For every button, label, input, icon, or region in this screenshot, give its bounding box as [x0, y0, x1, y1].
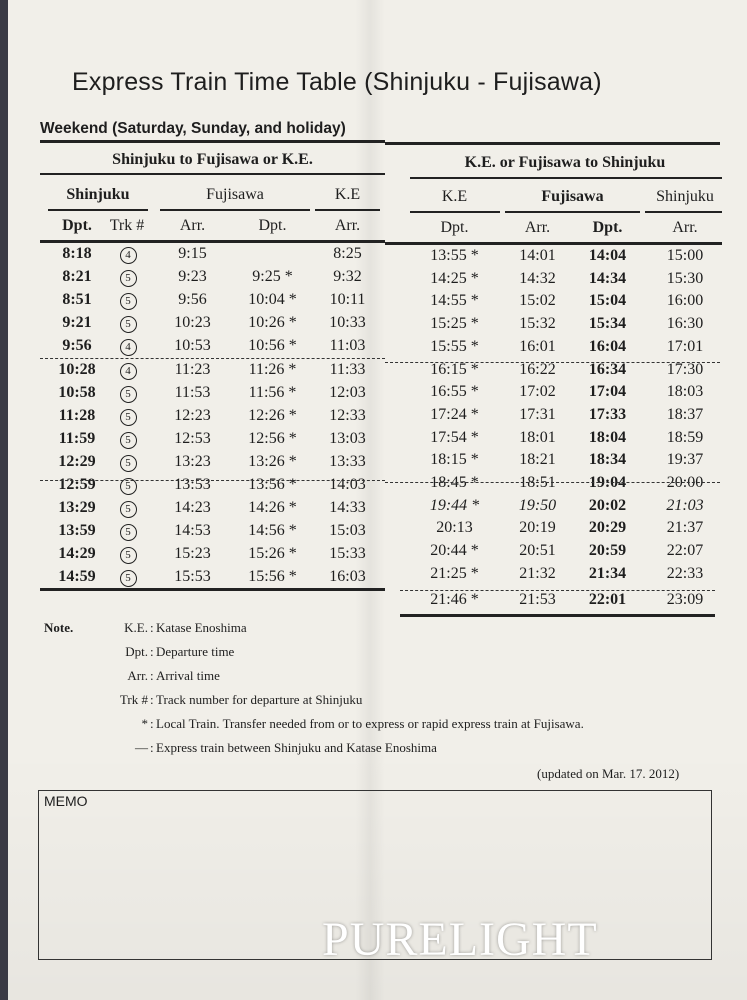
track-number-circle: 5 — [120, 524, 137, 541]
fujisawa-departure: 13:26 * — [248, 452, 297, 470]
ke-departure: 20:44 * — [430, 542, 479, 560]
track-number-circle: 4 — [120, 339, 137, 356]
note-key: * — [141, 716, 148, 731]
fujisawa-arrival: 14:01 — [519, 247, 556, 264]
track-number — [104, 337, 152, 356]
fujisawa-arrival: 21:53 — [519, 590, 556, 608]
fujisawa-arrival: 14:23 — [174, 499, 211, 517]
ke-departure: 13:55 * — [430, 247, 479, 264]
inbound-heading: K.E. or Fujisawa to Shinjuku — [464, 154, 666, 171]
track-number-circle: 4 — [120, 247, 137, 264]
column-header: Dpt. — [62, 217, 92, 234]
note-separator: : — [150, 740, 154, 755]
ke-departure: 14:25 * — [430, 269, 479, 287]
table-bottom-rule — [400, 614, 715, 617]
table-bottom-rule — [40, 588, 385, 591]
track-number — [104, 245, 152, 264]
note-key: Arr. — [127, 668, 148, 683]
shinjuku-departure: 14:29 — [58, 545, 96, 563]
track-number — [104, 522, 152, 541]
shinjuku-arrival: 17:01 — [666, 337, 704, 355]
ke-departure: 21:25 * — [430, 564, 479, 582]
fujisawa-departure: 15:26 * — [248, 545, 297, 563]
shinjuku-arrival: 18:37 — [666, 405, 704, 423]
shinjuku-departure: 10:28 — [58, 360, 96, 378]
fujisawa-departure: 20:29 — [588, 519, 627, 537]
fujisawa-arrival: 16:01 — [519, 337, 556, 355]
fujisawa-departure: 19:04 — [588, 474, 627, 491]
fujisawa-arrival: 9:56 — [178, 291, 207, 309]
track-number — [104, 407, 152, 426]
note-description: Express train between Shinjuku and Katase Enoshima — [156, 740, 437, 755]
group-separator — [385, 362, 720, 363]
station-fujisawa: Fujisawa — [206, 186, 264, 203]
note-separator: : — [150, 692, 154, 707]
track-number-circle: 5 — [120, 547, 137, 564]
track-number-circle: 5 — [120, 501, 137, 518]
fujisawa-departure: 14:34 — [588, 269, 627, 287]
direction-rule — [40, 173, 385, 175]
fujisawa-arrival: 18:51 — [519, 474, 556, 491]
ke-departure: 21:46 * — [430, 590, 479, 608]
fujisawa-departure: 16:04 — [588, 337, 627, 355]
fujisawa-departure: 9:25 * — [252, 268, 293, 286]
fujisawa-departure: 13:56 * — [248, 476, 297, 493]
ke-arrival: 12:03 — [329, 383, 366, 401]
station-rule — [315, 209, 380, 211]
shinjuku-arrival: 15:00 — [666, 247, 704, 264]
column-rule — [385, 242, 722, 245]
fujisawa-arrival: 16:22 — [519, 360, 556, 378]
fujisawa-arrival: 11:23 — [174, 360, 211, 378]
direction-rule — [410, 177, 722, 179]
shinjuku-departure: 14:59 — [58, 568, 96, 586]
track-number-circle: 5 — [120, 316, 137, 333]
column-header: Dpt. — [440, 219, 469, 236]
track-number — [104, 430, 152, 449]
station-ke: K.E — [334, 186, 361, 203]
fujisawa-arrival: 12:23 — [174, 406, 211, 424]
track-number — [104, 568, 152, 587]
fujisawa-arrival: 17:02 — [519, 383, 556, 401]
ke-departure: 17:24 * — [430, 405, 479, 423]
note-description: Arrival time — [156, 668, 220, 683]
fujisawa-arrival: 12:53 — [174, 429, 211, 447]
shinjuku-departure: 9:21 — [62, 314, 92, 332]
fujisawa-departure: 15:34 — [588, 315, 627, 333]
fujisawa-departure: 14:26 * — [248, 499, 297, 517]
ke-arrival: 14:03 — [329, 476, 366, 493]
column-header: Arr. — [334, 217, 361, 234]
station-shinjuku: Shinjuku — [66, 186, 130, 203]
schedule-subtitle: Weekend (Saturday, Sunday, and holiday) — [40, 120, 346, 137]
shinjuku-arrival: 18:03 — [666, 383, 704, 401]
shinjuku-arrival: 20:00 — [666, 474, 704, 491]
updated-date: (updated on Mar. 17. 2012) — [537, 766, 680, 781]
ke-departure: 20:13 — [436, 519, 473, 537]
track-number-circle: 4 — [120, 363, 137, 380]
note-description: Katase Enoshima — [156, 620, 247, 635]
ke-departure: 17:54 * — [430, 428, 479, 446]
note-key: Trk # — [119, 692, 148, 707]
column-header: Trk # — [109, 217, 145, 234]
station-fujisawa: Fujisawa — [541, 188, 604, 205]
page-title: Express Train Time Table (Shinjuku - Fujisawa) — [72, 68, 602, 96]
ke-departure: 14:55 * — [430, 292, 479, 310]
shinjuku-arrival: 17:30 — [666, 360, 704, 378]
note-separator: : — [150, 668, 154, 683]
fujisawa-arrival: 10:53 — [174, 337, 211, 355]
fujisawa-departure: 14:56 * — [248, 522, 297, 540]
fujisawa-departure: 17:04 — [588, 383, 627, 401]
memo-label: MEMO — [44, 793, 88, 809]
ke-departure: 18:45 * — [430, 474, 479, 491]
shinjuku-arrival: 21:03 — [666, 496, 704, 514]
ke-arrival: 10:11 — [329, 291, 366, 309]
shinjuku-departure: 8:51 — [62, 291, 92, 309]
group-separator — [385, 482, 720, 483]
fujisawa-arrival: 15:02 — [519, 292, 556, 310]
fujisawa-arrival: 10:23 — [174, 314, 211, 332]
ke-arrival: 12:33 — [329, 406, 366, 424]
fujisawa-departure: 20:02 — [588, 496, 627, 514]
track-number — [104, 384, 152, 403]
fujisawa-arrival: 15:23 — [174, 545, 211, 563]
note-description: Track number for departure at Shinjuku — [156, 692, 363, 707]
group-separator — [400, 590, 715, 591]
fujisawa-departure: 17:33 — [588, 405, 627, 423]
station-rule — [505, 211, 640, 213]
notes-label: Note. — [44, 620, 74, 635]
note-key: — — [135, 740, 148, 755]
group-separator — [40, 358, 385, 359]
fujisawa-departure: 11:26 * — [248, 360, 297, 378]
station-rule — [410, 211, 500, 213]
column-header: Arr. — [179, 217, 206, 234]
track-number — [104, 291, 152, 310]
ke-departure: 18:15 * — [430, 451, 479, 469]
shinjuku-departure: 11:59 — [58, 429, 96, 447]
fujisawa-arrival: 15:32 — [519, 315, 556, 333]
ke-arrival: 15:33 — [329, 545, 366, 563]
shinjuku-arrival: 18:59 — [666, 428, 704, 446]
header-rule — [385, 142, 720, 145]
fujisawa-arrival: 14:53 — [174, 522, 211, 540]
ke-arrival: 14:33 — [329, 499, 366, 517]
ke-arrival: 10:33 — [329, 314, 366, 332]
ke-departure: 15:25 * — [430, 315, 479, 333]
fujisawa-arrival: 14:32 — [519, 269, 556, 287]
fujisawa-arrival: 13:53 — [174, 476, 211, 493]
ke-arrival: 13:33 — [329, 452, 366, 470]
fujisawa-arrival: 20:19 — [519, 519, 556, 537]
fujisawa-arrival: 9:15 — [178, 245, 207, 262]
shinjuku-arrival: 23:09 — [666, 590, 704, 608]
ke-arrival: 15:03 — [329, 522, 366, 540]
fujisawa-departure: 12:26 * — [248, 406, 297, 424]
fujisawa-departure: 11:56 * — [248, 383, 297, 401]
shinjuku-arrival: 16:30 — [666, 315, 704, 333]
note-separator: : — [150, 716, 154, 731]
fujisawa-departure: 12:56 * — [248, 429, 297, 447]
ke-arrival: 16:03 — [329, 568, 366, 586]
fujisawa-arrival: 11:53 — [174, 383, 211, 401]
fujisawa-departure: 18:34 — [588, 451, 627, 469]
station-shinjuku: Shinjuku — [656, 188, 714, 205]
track-number-circle: 5 — [120, 409, 137, 426]
outbound-heading: Shinjuku to Fujisawa or K.E. — [112, 151, 313, 168]
fujisawa-departure: 22:01 — [588, 590, 627, 608]
fujisawa-arrival: 19:50 — [518, 496, 557, 514]
shinjuku-departure: 11:28 — [58, 406, 96, 424]
shinjuku-arrival: 16:00 — [666, 292, 704, 310]
ke-arrival: 9:32 — [333, 268, 362, 286]
header-rule — [40, 140, 385, 143]
watermark: PURELIGHT — [322, 913, 598, 966]
track-number — [104, 545, 152, 564]
fujisawa-arrival: 21:32 — [519, 564, 556, 582]
fujisawa-departure: 20:59 — [588, 542, 627, 560]
shinjuku-departure: 13:59 — [58, 522, 96, 540]
fujisawa-departure: 10:04 * — [248, 291, 297, 309]
track-number — [104, 453, 152, 472]
track-number — [104, 361, 152, 380]
track-number — [104, 476, 152, 495]
shinjuku-departure: 12:59 — [58, 476, 96, 493]
column-header: Arr. — [672, 219, 698, 236]
fujisawa-departure: 15:56 * — [248, 568, 297, 586]
track-number — [104, 499, 152, 518]
group-separator — [40, 480, 385, 481]
fujisawa-departure: 16:34 — [588, 360, 627, 378]
ke-arrival: 13:03 — [329, 429, 366, 447]
station-rule — [48, 209, 148, 211]
note-key: Dpt. — [125, 644, 148, 659]
track-number-circle: 5 — [120, 570, 137, 587]
shinjuku-departure: 9:56 — [62, 337, 92, 355]
note-separator: : — [150, 620, 154, 635]
station-rule — [645, 211, 722, 213]
shinjuku-departure: 13:29 — [58, 499, 96, 517]
ke-departure: 15:55 * — [430, 337, 479, 355]
shinjuku-arrival: 19:37 — [666, 451, 704, 469]
ke-arrival: 11:33 — [329, 360, 366, 378]
track-number-circle: 5 — [120, 478, 137, 495]
fujisawa-arrival: 13:23 — [174, 452, 211, 470]
fujisawa-departure: 10:56 * — [248, 337, 297, 355]
shinjuku-arrival: 21:37 — [666, 519, 704, 537]
column-rule — [40, 240, 385, 243]
ke-arrival: 8:25 — [333, 245, 362, 262]
shinjuku-arrival: 15:30 — [666, 269, 704, 287]
fujisawa-arrival: 18:01 — [519, 428, 556, 446]
shinjuku-departure: 10:58 — [58, 383, 96, 401]
shinjuku-arrival: 22:07 — [666, 542, 704, 560]
fujisawa-departure: 15:04 — [588, 292, 627, 310]
fujisawa-departure: 10:26 * — [248, 314, 297, 332]
track-number-circle: 5 — [120, 293, 137, 310]
shinjuku-departure: 8:18 — [62, 245, 92, 262]
track-number — [104, 268, 152, 287]
track-number — [104, 314, 152, 333]
shinjuku-departure: 8:21 — [62, 268, 92, 286]
track-number-circle: 5 — [120, 455, 137, 472]
fujisawa-arrival: 20:51 — [519, 542, 556, 560]
track-number-circle: 5 — [120, 270, 137, 287]
track-number-circle: 5 — [120, 386, 137, 403]
column-header: Dpt. — [258, 217, 287, 234]
ke-departure: 19:44 * — [429, 496, 480, 514]
fujisawa-departure: 18:04 — [588, 428, 627, 446]
column-header: Dpt. — [592, 219, 623, 236]
fujisawa-departure: 14:04 — [588, 247, 627, 264]
fujisawa-arrival: 18:21 — [519, 451, 556, 469]
note-description: Local Train. Transfer needed from or to express or rapid express train at Fujisawa. — [156, 716, 584, 731]
shinjuku-arrival: 22:33 — [666, 564, 704, 582]
note-description: Departure time — [156, 644, 235, 659]
shinjuku-departure: 12:29 — [58, 452, 96, 470]
track-number-circle: 5 — [120, 432, 137, 449]
note-key: K.E. — [124, 620, 148, 635]
ke-departure: 16:55 * — [430, 383, 479, 401]
station-rule — [160, 209, 310, 211]
fujisawa-departure: 21:34 — [588, 564, 627, 582]
fujisawa-arrival: 15:53 — [174, 568, 211, 586]
fujisawa-arrival: 17:31 — [519, 405, 556, 423]
note-separator: : — [150, 644, 154, 659]
fujisawa-arrival: 9:23 — [178, 268, 207, 286]
ke-arrival: 11:03 — [329, 337, 366, 355]
ke-departure: 16:15 * — [430, 360, 479, 378]
column-header: Arr. — [524, 219, 551, 236]
station-ke: K.E — [441, 188, 468, 205]
